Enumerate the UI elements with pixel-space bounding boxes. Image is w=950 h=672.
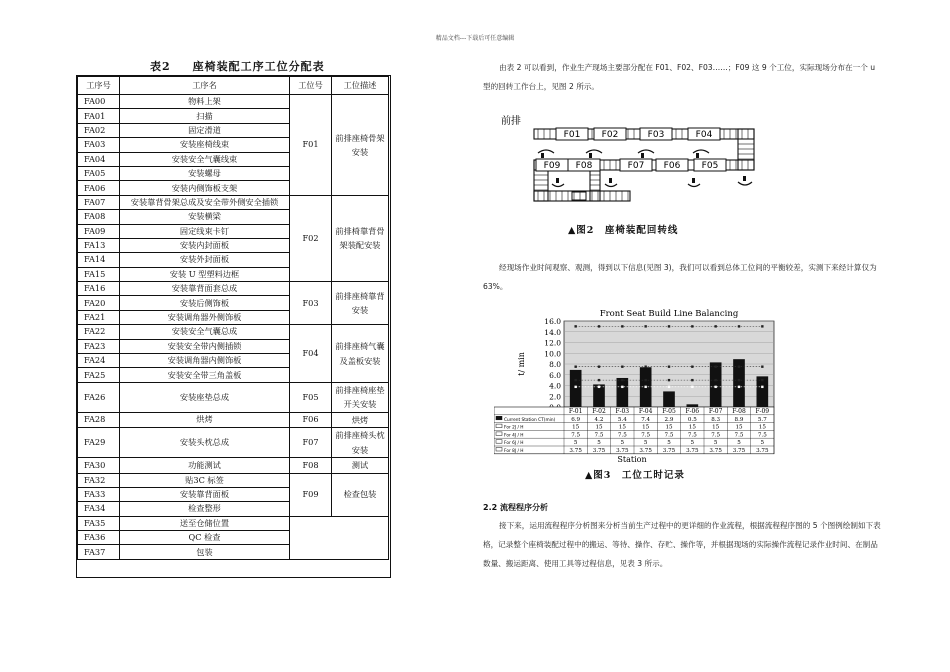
data-label: 4.2 bbox=[594, 416, 604, 423]
series-point bbox=[574, 365, 576, 367]
series-point bbox=[714, 325, 716, 327]
station-label: F06 bbox=[663, 161, 681, 171]
series-point bbox=[668, 379, 670, 381]
row-code: FA06 bbox=[78, 181, 120, 195]
legend-label: Current Station CT(min) bbox=[504, 417, 556, 423]
row-code: FA28 bbox=[78, 412, 120, 427]
data-label: 15 bbox=[572, 424, 580, 431]
row-code: FA13 bbox=[78, 238, 120, 252]
x-tick-label: F-04 bbox=[638, 408, 653, 415]
x-tick-label: F-09 bbox=[755, 408, 770, 415]
row-name: 烘烤 bbox=[120, 412, 290, 427]
y-tick-label: 12.0 bbox=[544, 338, 561, 348]
data-label: 3.75 bbox=[732, 448, 746, 454]
station-label: F04 bbox=[695, 130, 713, 140]
row-name: 安装调角器外侧饰板 bbox=[120, 310, 290, 324]
col-header: 工序号 bbox=[78, 77, 120, 95]
row-code: FA25 bbox=[78, 368, 120, 382]
data-label: 3.75 bbox=[639, 448, 652, 454]
page-header-note: 精品文档---下载后可任意编辑 bbox=[435, 35, 515, 42]
row-code: FA02 bbox=[78, 123, 120, 137]
legend-label: For 2J / H bbox=[504, 425, 524, 431]
data-label: 5 bbox=[690, 440, 695, 447]
row-code: FA14 bbox=[78, 253, 120, 267]
legend-label: For 8J / H bbox=[504, 449, 524, 454]
station-id: F05 bbox=[290, 382, 332, 412]
series-point bbox=[691, 365, 693, 367]
assembly-table bbox=[77, 76, 389, 560]
row-name: 安装安全气囊线束 bbox=[120, 152, 290, 166]
data-label: 15 bbox=[712, 424, 720, 431]
series-point bbox=[761, 379, 763, 381]
data-label: 5.4 bbox=[617, 416, 627, 423]
figure-3-caption: ▲图3 工位工时记录 bbox=[585, 470, 685, 481]
station-label: F09 bbox=[543, 161, 561, 171]
data-label: 3.75 bbox=[709, 448, 722, 454]
station-box bbox=[568, 159, 600, 171]
bar bbox=[617, 378, 629, 407]
x-tick-label: F-07 bbox=[708, 408, 723, 415]
series-point bbox=[621, 379, 623, 381]
row-name: 安装靠背面套总成 bbox=[120, 282, 290, 296]
x-tick-label: F-06 bbox=[685, 408, 700, 415]
station-label: F03 bbox=[647, 130, 665, 140]
row-name: 送至仓储位置 bbox=[120, 516, 290, 530]
series-point bbox=[691, 386, 693, 388]
row-code: FA29 bbox=[78, 428, 120, 458]
table-row bbox=[78, 195, 389, 209]
section-heading: 2.2 流程程序分析 bbox=[483, 503, 548, 512]
series-point bbox=[761, 325, 763, 327]
data-label: 5 bbox=[573, 440, 578, 447]
row-name: 安装外封面板 bbox=[120, 253, 290, 267]
station-box bbox=[594, 128, 626, 140]
row-code: FA07 bbox=[78, 195, 120, 209]
series-point bbox=[668, 325, 670, 327]
row-name: 安装座椅线束 bbox=[120, 138, 290, 152]
paragraph-1: 由表 2 可以看到，作业生产现场主要部分配在 F01、F02、F03……；F09 这 9 个工位，实际现场分布在一个 u 型的回转工作台上，见图 2 所示。 bbox=[483, 63, 876, 91]
row-code: FA20 bbox=[78, 296, 120, 310]
series-point bbox=[574, 386, 576, 388]
table-row bbox=[78, 412, 389, 427]
station-label: F07 bbox=[627, 161, 645, 171]
data-label: 3.75 bbox=[569, 448, 582, 454]
series-point bbox=[738, 325, 740, 327]
x-axis-label: Station bbox=[617, 455, 647, 464]
table-row bbox=[78, 95, 389, 109]
station-id: F02 bbox=[290, 195, 332, 281]
row-code: FA33 bbox=[78, 487, 120, 501]
data-label: 15 bbox=[642, 424, 650, 431]
row-code: FA09 bbox=[78, 224, 120, 238]
series-point bbox=[668, 386, 670, 388]
y-tick-label: 14.0 bbox=[544, 327, 561, 337]
station-desc: 前排座椅骨架安装 bbox=[332, 95, 389, 196]
data-label: 5 bbox=[737, 440, 741, 447]
data-label: 7.5 bbox=[664, 432, 674, 439]
row-name: 安装内封面板 bbox=[120, 238, 290, 252]
series-point bbox=[761, 365, 763, 367]
row-name: 贴3C 标签 bbox=[120, 473, 290, 487]
legend-swatch bbox=[496, 448, 502, 452]
row-code: FA05 bbox=[78, 166, 120, 180]
row-code: FA21 bbox=[78, 310, 120, 324]
row-name: 固定滑道 bbox=[120, 123, 290, 137]
row-code: FA03 bbox=[78, 138, 120, 152]
y-tick-label: 2.0 bbox=[549, 392, 561, 402]
data-label: 15 bbox=[618, 424, 626, 431]
station-desc: 前排座椅靠背安装 bbox=[332, 282, 389, 325]
row-name: 固定线束卡钉 bbox=[120, 224, 290, 238]
series-point bbox=[714, 386, 716, 388]
table-row bbox=[78, 282, 389, 296]
x-tick-label: F-01 bbox=[568, 408, 583, 415]
station-desc: 前排座椅气囊及盖板安装 bbox=[332, 325, 389, 383]
station-id: F06 bbox=[290, 412, 332, 427]
table-title-text: 座椅装配工序工位分配表 bbox=[192, 60, 325, 73]
table-row bbox=[78, 516, 389, 530]
data-label: 5 bbox=[597, 440, 601, 447]
row-code: FA15 bbox=[78, 267, 120, 281]
row-code: FA08 bbox=[78, 210, 120, 224]
row-code: FA37 bbox=[78, 545, 120, 559]
station-box bbox=[556, 128, 588, 140]
station-label: F01 bbox=[563, 130, 581, 140]
station-id: F04 bbox=[290, 325, 332, 383]
y-tick-label: 4.0 bbox=[549, 381, 561, 391]
series-point bbox=[691, 325, 693, 327]
series-point bbox=[714, 379, 716, 381]
station-id: F08 bbox=[290, 458, 332, 473]
row-name: 安装安全带三角盖板 bbox=[120, 368, 290, 382]
station-box bbox=[620, 159, 652, 171]
row-code: FA34 bbox=[78, 502, 120, 516]
data-label: 15 bbox=[688, 424, 696, 431]
col-header: 工位描述 bbox=[332, 77, 389, 95]
row-code: FA01 bbox=[78, 109, 120, 123]
station-label: F05 bbox=[701, 161, 719, 171]
row-name: 安装靠背面板 bbox=[120, 487, 290, 501]
station-desc: 前排座椅头枕安装 bbox=[332, 428, 389, 458]
station-label: F08 bbox=[575, 161, 593, 171]
row-name: 安装螺母 bbox=[120, 166, 290, 180]
table-row bbox=[78, 382, 389, 412]
row-name: 安装横梁 bbox=[120, 210, 290, 224]
data-label: 5 bbox=[620, 440, 625, 447]
series-point bbox=[738, 386, 740, 388]
empty-cell bbox=[290, 516, 389, 559]
station-box bbox=[694, 159, 726, 171]
station-label: F02 bbox=[601, 130, 619, 140]
figure-3-chart bbox=[494, 307, 784, 465]
row-name: QC 检查 bbox=[120, 531, 290, 545]
x-tick-label: F-08 bbox=[732, 408, 746, 415]
station-desc: 检查包装 bbox=[332, 473, 389, 516]
front-label: 前排 bbox=[501, 116, 521, 127]
table-row bbox=[78, 325, 389, 339]
figure-2-caption: ▲图2 座椅装配回转线 bbox=[568, 225, 679, 236]
series-point bbox=[668, 365, 670, 367]
y-tick-label: 6.0 bbox=[549, 370, 561, 380]
data-label: 3.75 bbox=[616, 448, 629, 454]
row-name: 安装靠背骨架总成及安全带外侧安全插锁 bbox=[120, 195, 290, 209]
station-box bbox=[656, 159, 688, 171]
data-label: 7.5 bbox=[757, 432, 767, 439]
data-label: 5.7 bbox=[757, 416, 767, 423]
col-header: 工序名 bbox=[120, 77, 290, 95]
col-header: 工位号 bbox=[290, 77, 332, 95]
bar bbox=[710, 362, 722, 407]
data-label: 15 bbox=[595, 424, 603, 431]
row-code: FA26 bbox=[78, 382, 120, 412]
series-point bbox=[621, 325, 623, 327]
table-title bbox=[150, 58, 325, 74]
station-id: F01 bbox=[290, 95, 332, 196]
station-desc: 前排座椅座垫开关安装 bbox=[332, 382, 389, 412]
series-point bbox=[621, 386, 623, 388]
data-label: 7.5 bbox=[687, 432, 697, 439]
station-box bbox=[688, 128, 720, 140]
station-id: F07 bbox=[290, 428, 332, 458]
row-code: FA35 bbox=[78, 516, 120, 530]
legend-swatch bbox=[496, 424, 502, 428]
legend-label: For 4J / H bbox=[504, 433, 524, 439]
bar bbox=[687, 404, 699, 407]
paragraph-2: 经现场作业时间观察、观测，得到以下信息(见图 3)，我们可以看到总体工位间的平衡较差，实测下来经计算仅为 63%。 bbox=[483, 263, 877, 291]
row-name: 安装安全带内侧插锁 bbox=[120, 339, 290, 353]
row-code: FA30 bbox=[78, 458, 120, 473]
data-label: 0.5 bbox=[687, 416, 697, 423]
row-code: FA36 bbox=[78, 531, 120, 545]
station-desc: 测试 bbox=[332, 458, 389, 473]
station-desc: 烘烤 bbox=[332, 412, 389, 427]
data-label: 5 bbox=[643, 440, 648, 447]
series-point bbox=[598, 365, 600, 367]
data-label: 7.5 bbox=[641, 432, 651, 439]
series-point bbox=[644, 365, 646, 367]
data-label: 3.75 bbox=[592, 448, 606, 454]
row-name: 包装 bbox=[120, 545, 290, 559]
series-point bbox=[598, 325, 600, 327]
data-label: 7.5 bbox=[711, 432, 721, 439]
series-point bbox=[761, 386, 763, 388]
series-point bbox=[691, 379, 693, 381]
x-tick-label: F-05 bbox=[662, 408, 676, 415]
y-axis-label: t/ min bbox=[517, 352, 526, 376]
y-tick-label: 16.0 bbox=[544, 317, 561, 326]
x-tick-label: F-03 bbox=[615, 408, 630, 415]
table-row bbox=[78, 473, 389, 487]
row-code: FA22 bbox=[78, 325, 120, 339]
figure-2-line-diagram bbox=[498, 112, 758, 222]
series-point bbox=[574, 379, 576, 381]
series-point bbox=[644, 386, 646, 388]
station-desc: 前排椅靠背骨架装配安装 bbox=[332, 195, 389, 281]
series-point bbox=[644, 325, 646, 327]
data-label: 15 bbox=[665, 424, 673, 431]
row-name: 功能测试 bbox=[120, 458, 290, 473]
data-label: 7.5 bbox=[571, 432, 581, 439]
series-point bbox=[738, 379, 740, 381]
row-name: 安装座垫总成 bbox=[120, 382, 290, 412]
y-tick-label: 10.0 bbox=[544, 349, 561, 359]
data-label: 5 bbox=[667, 440, 671, 447]
table-label: 表2 bbox=[150, 60, 171, 73]
legend-swatch bbox=[496, 432, 502, 436]
row-code: FA23 bbox=[78, 339, 120, 353]
data-label: 5 bbox=[760, 440, 765, 447]
data-label: 7.4 bbox=[641, 416, 651, 423]
row-name: 安装后侧饰板 bbox=[120, 296, 290, 310]
row-code: FA04 bbox=[78, 152, 120, 166]
x-tick-label: F-02 bbox=[592, 408, 606, 415]
station-id: F03 bbox=[290, 282, 332, 325]
data-label: 15 bbox=[735, 424, 743, 431]
data-label: 8.9 bbox=[734, 416, 744, 423]
legend-swatch bbox=[496, 440, 502, 444]
paragraph-3: 接下来，运用流程程序分析图来分析当前生产过程中的更详细的作业流程，根据流程程序图的 5 个图例绘制如下表格，记录整个座椅装配过程中的搬运、等待、操作、存贮、操作等，并根据现场的实际操作流程记录作业时间、在制品数量、搬运距离、使用工具等过程信息，见表 3 所示。 bbox=[483, 521, 881, 568]
data-label: 3.75 bbox=[756, 448, 769, 454]
row-name: 物料上架 bbox=[120, 95, 290, 109]
y-tick-label: 8.0 bbox=[549, 360, 561, 369]
data-label: 3.75 bbox=[686, 448, 699, 454]
series-point bbox=[621, 365, 623, 367]
series-point bbox=[598, 386, 600, 388]
station-id: F09 bbox=[290, 473, 332, 516]
row-name: 安装调角器内侧饰板 bbox=[120, 354, 290, 368]
bar bbox=[663, 391, 675, 407]
data-label: 8.3 bbox=[711, 416, 721, 423]
data-label: 7.5 bbox=[594, 432, 604, 439]
legend-label: For 6J / H bbox=[504, 441, 524, 447]
row-name: 检查整形 bbox=[120, 502, 290, 516]
series-point bbox=[738, 365, 740, 367]
row-name: 安装 U 型塑料边框 bbox=[120, 267, 290, 281]
chart-title: Front Seat Build Line Balancing bbox=[599, 309, 739, 319]
row-name: 安装头枕总成 bbox=[120, 428, 290, 458]
data-label: 7.5 bbox=[617, 432, 627, 439]
row-code: FA16 bbox=[78, 282, 120, 296]
series-point bbox=[598, 379, 600, 381]
row-code: FA32 bbox=[78, 473, 120, 487]
row-name: 安装安全气囊总成 bbox=[120, 325, 290, 339]
data-label: 15 bbox=[758, 424, 766, 431]
data-label: 6.9 bbox=[571, 416, 581, 423]
row-code: FA00 bbox=[78, 95, 120, 109]
data-label: 5 bbox=[713, 440, 718, 447]
data-label: 7.5 bbox=[734, 432, 744, 439]
row-name: 扫描 bbox=[120, 109, 290, 123]
table-row bbox=[78, 428, 389, 458]
station-box bbox=[536, 159, 568, 171]
bar bbox=[570, 370, 582, 407]
data-label: 2.9 bbox=[664, 416, 674, 423]
row-code: FA24 bbox=[78, 354, 120, 368]
series-point bbox=[714, 365, 716, 367]
series-point bbox=[574, 325, 576, 327]
row-name: 安装内侧饰板支架 bbox=[120, 181, 290, 195]
station-box bbox=[640, 128, 672, 140]
legend-swatch bbox=[496, 416, 502, 420]
table-row bbox=[78, 458, 389, 473]
data-label: 3.75 bbox=[662, 448, 676, 454]
series-point bbox=[644, 379, 646, 381]
